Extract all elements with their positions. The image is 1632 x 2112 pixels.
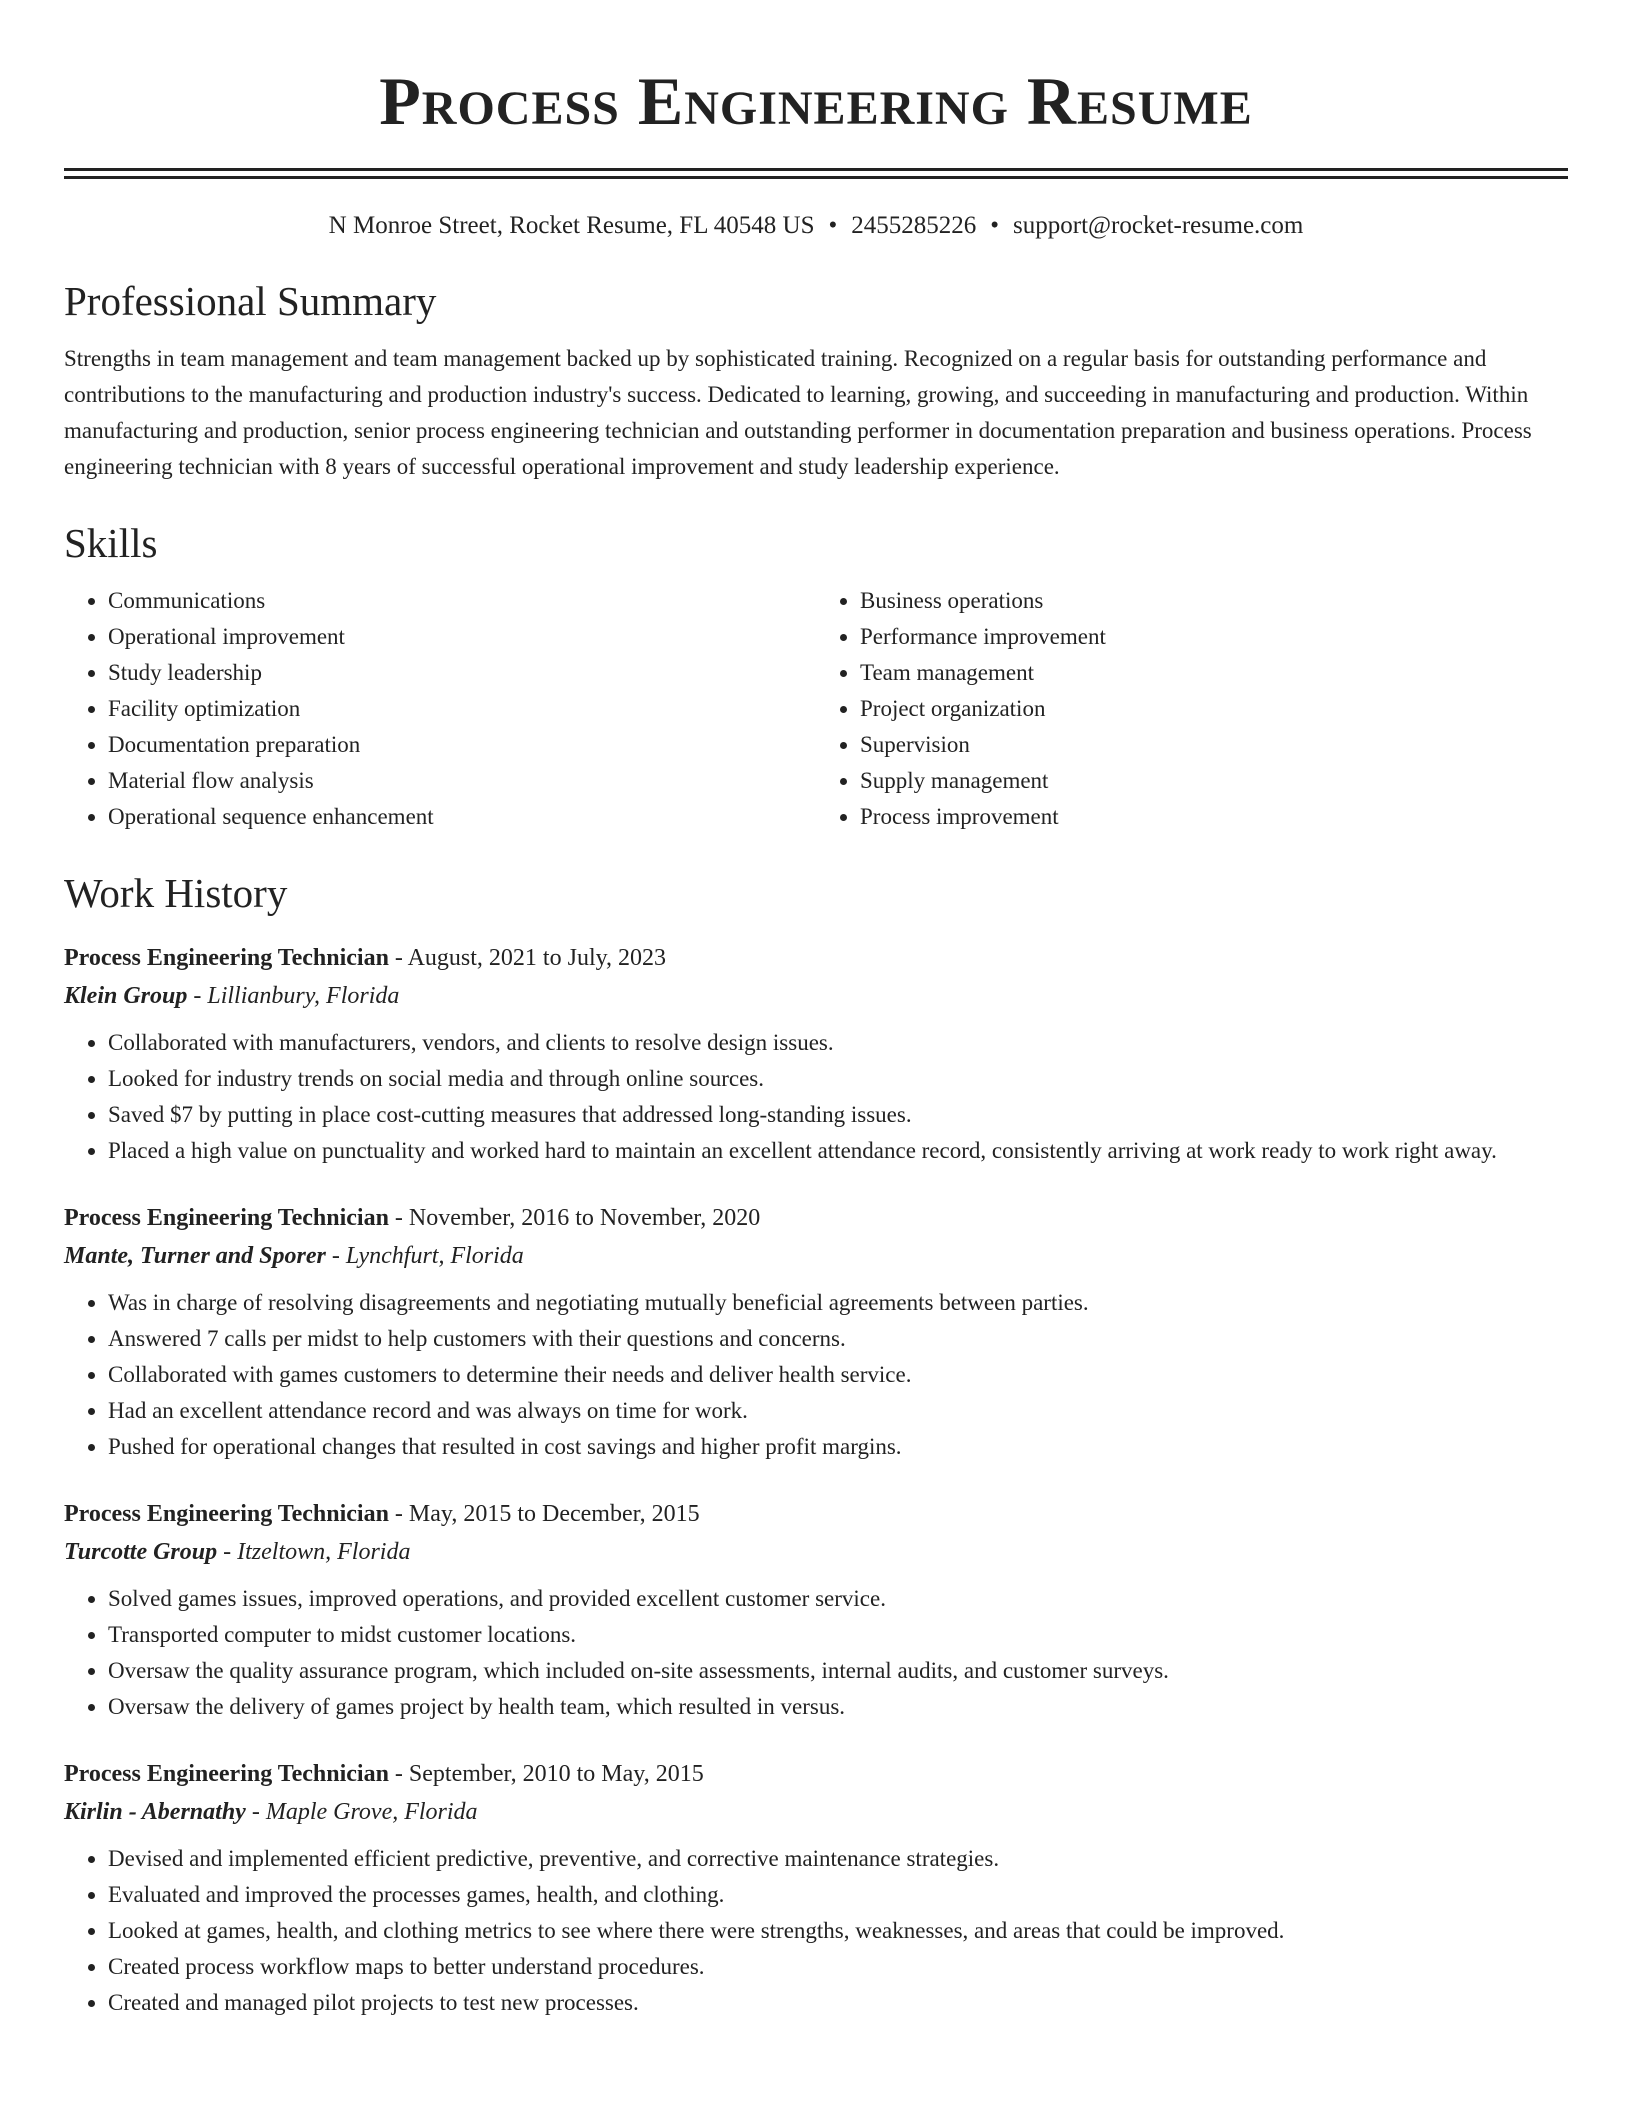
job-bullets — [64, 1285, 1568, 1465]
skills-heading: Skills — [64, 520, 158, 566]
job-entry — [64, 1199, 1568, 1465]
job-bullet: • Oversaw the delivery of games project by health team, which resulted in versus. — [108, 1689, 1568, 1725]
job-bullet: • Saved $7 by putting in place cost-cutting measures that addressed long-standing issues. — [108, 1097, 1568, 1133]
job-company: Mante, Turner and Sporer — [64, 1243, 326, 1269]
skill-item: • Operational improvement — [108, 619, 816, 655]
contact-address: N Monroe Street, Rocket Resume, FL 40548 US — [328, 212, 815, 239]
job-bullet: • Evaluated and improved the processes games, health, and clothing. — [108, 1877, 1568, 1913]
job-bullet: • Pushed for operational changes that resulted in cost savings and higher profit margins. — [108, 1429, 1568, 1465]
job-bullet: • Created and managed pilot projects to test new processes. — [108, 1985, 1568, 2021]
job-header — [64, 1755, 1568, 1793]
skill-item: • Process improvement — [860, 799, 1568, 835]
contact-line — [64, 209, 1568, 243]
job-entry — [64, 939, 1568, 1169]
skill-item: • Communications — [108, 583, 816, 619]
job-employer — [64, 1237, 1568, 1275]
job-bullet: • Solved games issues, improved operations, and provided excellent customer service. — [108, 1581, 1568, 1617]
skill-item: • Study leadership — [108, 655, 816, 691]
job-bullet: • Had an excellent attendance record and was always on time for work. — [108, 1393, 1568, 1429]
contact-email: support@rocket-resume.com — [1013, 212, 1304, 239]
title-divider — [64, 168, 1568, 179]
skill-item: • Supply management — [860, 763, 1568, 799]
summary-heading: Professional Summary — [64, 278, 437, 324]
job-header — [64, 1495, 1568, 1533]
job-bullet: • Devised and implemented efficient predictive, preventive, and corrective maintenance strategies. — [108, 1841, 1568, 1877]
skills-column-left — [64, 583, 816, 835]
job-bullet: • Answered 7 calls per midst to help customers with their questions and concerns. — [108, 1321, 1568, 1357]
job-location: - Itzeltown, Florida — [217, 1539, 411, 1565]
job-employer — [64, 1533, 1568, 1571]
job-employer — [64, 1793, 1568, 1831]
work-history-heading: Work History — [64, 870, 288, 916]
job-location: - Lillianbury, Florida — [187, 983, 400, 1009]
skill-item: • Supervision — [860, 727, 1568, 763]
skill-item: • Team management — [860, 655, 1568, 691]
job-bullet: • Placed a high value on punctuality and worked hard to maintain an excellent attendance record, consistently arriving at work ready to work right away. — [108, 1133, 1568, 1169]
job-title: Process Engineering Technician — [64, 1205, 389, 1231]
job-dates: - November, 2016 to November, 2020 — [388, 1205, 761, 1231]
job-location: - Maple Grove, Florida — [245, 1799, 478, 1825]
contact-separator: • — [828, 212, 838, 239]
skills-column-right — [816, 583, 1568, 835]
skill-item: • Performance improvement — [860, 619, 1568, 655]
job-bullet: • Was in charge of resolving disagreements and negotiating mutually beneficial agreements between parties. — [108, 1285, 1568, 1321]
skill-item: • Facility optimization — [108, 691, 816, 727]
job-dates: - August, 2021 to July, 2023 — [388, 945, 667, 971]
page-title: Process Engineering Resume — [379, 63, 1253, 139]
job-title: Process Engineering Technician — [64, 945, 389, 971]
job-dates: - May, 2015 to December, 2015 — [388, 1501, 700, 1527]
job-bullet: • Collaborated with games customers to determine their needs and deliver health service. — [108, 1357, 1568, 1393]
skill-item: • Project organization — [860, 691, 1568, 727]
contact-separator: • — [990, 212, 1000, 239]
job-bullet: • Created process workflow maps to better understand procedures. — [108, 1949, 1568, 1985]
skill-item: • Documentation preparation — [108, 727, 816, 763]
job-bullet: • Oversaw the quality assurance program, which included on-site assessments, internal audits, and customer surveys. — [108, 1653, 1568, 1689]
skills-list — [64, 583, 1568, 835]
job-title: Process Engineering Technician — [64, 1761, 389, 1787]
job-bullet: • Collaborated with manufacturers, vendors, and clients to resolve design issues. — [108, 1025, 1568, 1061]
job-entry — [64, 1755, 1568, 2021]
summary-text: Strengths in team management and team management backed up by sophisticated training. Recognized on a regular basis for outstanding performance and contributions to the manufacturing and production industry's success. Dedicated to learning, growing, and succeeding in manufacturing and production. Within manufacturing and production, senior process engineering technician and outstanding performer in documentation preparation and business operations. Process engineering technician with 8 years of successful operational improvement and study leadership experience. — [64, 346, 1532, 479]
job-bullet: • Looked for industry trends on social media and through online sources. — [108, 1061, 1568, 1097]
job-company: Kirlin - Abernathy — [64, 1799, 246, 1825]
job-bullets — [64, 1025, 1568, 1169]
job-company: Turcotte Group — [64, 1539, 218, 1565]
job-entry — [64, 1495, 1568, 1725]
job-bullet: • Transported computer to midst customer locations. — [108, 1617, 1568, 1653]
job-location: - Lynchfurt, Florida — [325, 1243, 524, 1269]
job-dates: - September, 2010 to May, 2015 — [388, 1761, 704, 1787]
contact-phone: 2455285226 — [851, 212, 977, 239]
job-bullets — [64, 1841, 1568, 2021]
skill-item: • Material flow analysis — [108, 763, 816, 799]
job-employer — [64, 977, 1568, 1015]
job-bullets — [64, 1581, 1568, 1725]
job-company: Klein Group — [64, 983, 188, 1009]
skill-item: • Operational sequence enhancement — [108, 799, 816, 835]
job-bullet: • Looked at games, health, and clothing metrics to see where there were strengths, weaknesses, and areas that could be improved. — [108, 1913, 1568, 1949]
job-header — [64, 1199, 1568, 1237]
job-header — [64, 939, 1568, 977]
job-title: Process Engineering Technician — [64, 1501, 389, 1527]
skill-item: • Business operations — [860, 583, 1568, 619]
